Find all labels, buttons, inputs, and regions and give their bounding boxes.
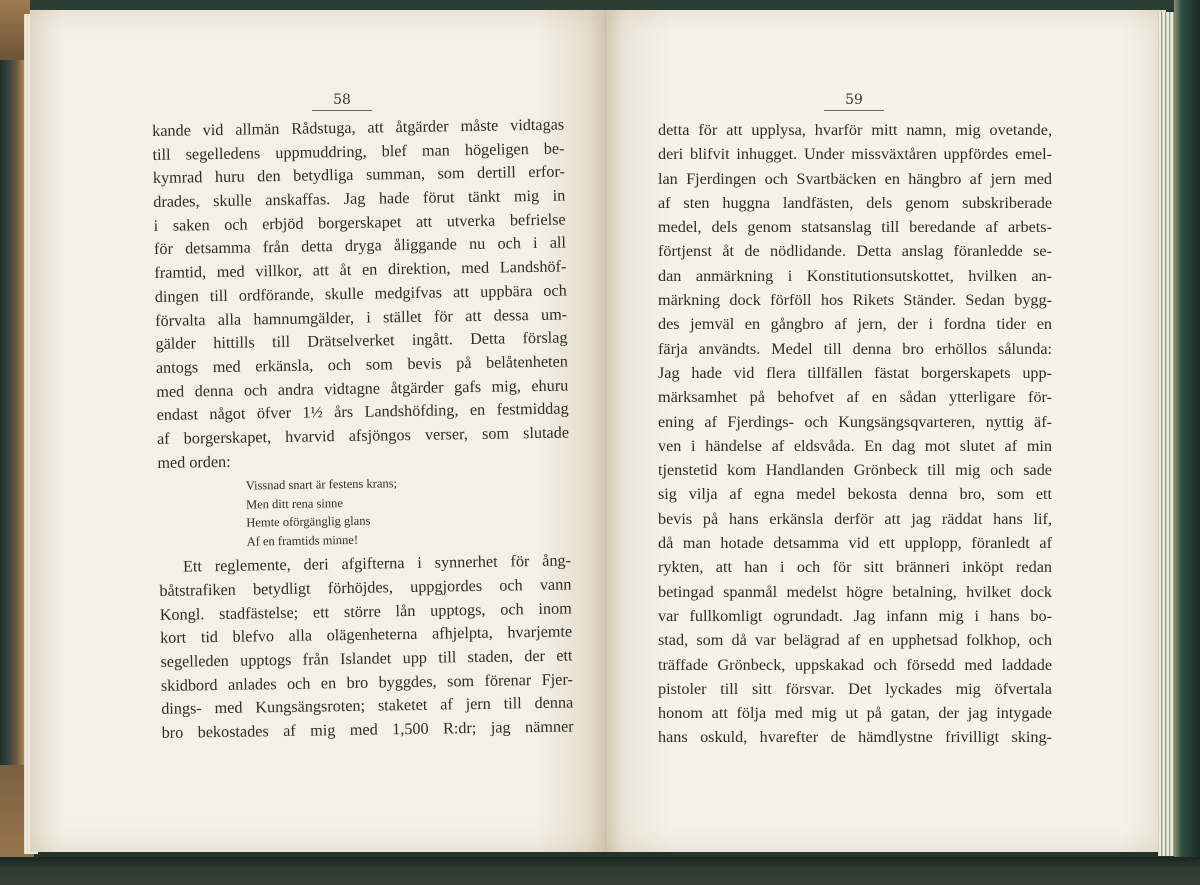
text-line: dan anmärkning i Konstitutionsutskottet, hvilken an-	[658, 266, 1052, 285]
text-line: lan Fjerdingen och Svartbäcken en hängbro af jern med	[658, 169, 1052, 188]
text-line: färja användts. Medel till denna bro erhöllos sålunda:	[658, 339, 1052, 358]
text-line: ven i händelse af eldsvåda. En dag mot slutet af min	[658, 436, 1052, 455]
text-line: rykten, att han i och för sitt bränneri inköpt redan	[658, 558, 1052, 577]
paragraph	[658, 118, 1052, 750]
body-text	[152, 114, 574, 746]
text-line: för detsamma från detta dryga åliggande nu och i all	[153, 233, 567, 259]
verse-line: Hemte oförgänglig glans	[246, 513, 371, 530]
verse	[246, 472, 571, 551]
text-line: segelleden upptogs från Islandet upp till staden, der ett	[160, 646, 573, 671]
text-line: pistoler till sitt försvar. Det lyckades mig öfvertala	[658, 679, 1052, 698]
text-line: dings- med Kungsängsroten; staketet af jern till denna	[161, 693, 574, 719]
page-number: 58	[312, 92, 372, 111]
left-page	[30, 10, 606, 852]
text-line: kande vid allmän Rådstuga, att åtgärder måste vidtagas	[152, 115, 565, 140]
book-cover-top	[0, 0, 1200, 10]
text-line: hans oskuld, hvarefter de hämdlystne frivilligt sking-	[658, 728, 1052, 747]
text-line: skidbord anlades och en bro byggdes, som förenar Fjer-	[160, 670, 573, 695]
book-cover-right	[1174, 0, 1200, 885]
text-line: drades, skulle anskaffas. Jag hade förut tänkt mig in	[153, 186, 566, 212]
page-edges-right	[1158, 12, 1174, 856]
text-line: dingen till ordförande, skulle medgifvas att uppbära och	[154, 281, 567, 306]
text-line: medel, dels genom statsanslag till beredande af arbets-	[658, 218, 1052, 237]
text-line: förtjenst åt de nödlidande. Detta anslag föranledde se-	[658, 242, 1052, 261]
verse-line: Men ditt rena sinne	[245, 495, 344, 512]
text-line: kort tid blefvo alla olägenheterna afhjelpta, hvarjemte	[160, 622, 573, 648]
text-line: antogs med erkänsla, och som bevis på belåtenheten	[155, 352, 568, 377]
paragraph	[152, 114, 570, 476]
text-line: betingad spanmål medelst högre betalning, hvilket dock	[658, 582, 1052, 601]
text-line: då man hotade detsamma vid ett upplopp, föranledt af	[658, 534, 1052, 553]
paragraph	[159, 550, 574, 746]
text-line: sig vilja af egna medel bekosta denna bro, som ett	[658, 485, 1052, 504]
text-line: af borgerskapet, hvarvid afsjöngos verser, som slutade	[156, 423, 570, 448]
text-line: med denna och andra vidtagne åtgärder gafs mig, ehuru	[156, 376, 569, 401]
text-line: kymrad huru den betydliga summan, som dertill erfor-	[152, 162, 566, 188]
page-number: 59	[824, 92, 884, 111]
text-line: Ett reglemente, deri afgifterna i synnerhet för ång-	[182, 551, 572, 576]
text-line: tjenstetid kom Handlanden Grönbeck till mig och sade	[658, 461, 1052, 480]
text-line: förvalta alla hamnumgälder, i stället för att dessa um-	[155, 305, 568, 330]
verse-line: Af en framtids minne!	[246, 532, 359, 549]
text-line: bevis på hans erkänsla derför att jag räddat hans lif,	[658, 509, 1052, 528]
text-line: träffade Grönbeck, uppskakad och försedd med laddade	[658, 655, 1052, 674]
text-line: ening af Fjerdings- och Kungsängsqvarteren, nyttig äf-	[658, 412, 1052, 431]
text-line: af sten huggna landfästen, dels genom subskriberade	[658, 193, 1052, 212]
text-line: med orden:	[157, 452, 231, 472]
text-line: var fullkomligt ogrundadt. Jag infann mig i hans bo-	[658, 606, 1052, 625]
text-line: märkning dock förföll hos Rikets Ständer. Sedan bygg-	[658, 291, 1052, 310]
text-line: märksamhet på behofvet af en sådan ytterligare för-	[658, 388, 1052, 407]
text-line: detta för att upplysa, hvarför mitt namn, mig ovetande,	[658, 121, 1052, 139]
text-line: honom att följa med mig ut på gatan, der jag intygade	[658, 704, 1052, 723]
text-line: bro bekostades af mig med 1,500 R:dr; jag nämner	[161, 717, 574, 743]
text-line: Jag hade vid flera tillfällen fästat borgerskapets upp-	[658, 363, 1052, 382]
text-line: framtid, med villkor, att åt en direktion, med Landshöf-	[154, 257, 567, 283]
text-line: des jemväl en gångbro af jern, der i fordna tider en	[658, 315, 1052, 334]
text-line: deri blifvit inhugget. Under missväxtåren uppfördes emel-	[658, 145, 1052, 164]
text-line: stad, som då var belägrad af en upphetsad folkhop, och	[658, 631, 1052, 650]
text-line: Kongl. stadfästelse; ett större lån upptogs, och inom	[159, 599, 572, 624]
verse-line: Vissnad snart är festens krans;	[245, 476, 398, 493]
text-line: båtstrafiken betydligt förhöjdes, uppgjordes och vann	[159, 575, 572, 600]
book-cover-bottom	[0, 857, 1200, 885]
text-line: till segelledens uppmuddring, blef man högeligen be-	[152, 139, 565, 164]
body-text	[658, 118, 1052, 750]
text-line: i saken och erbjöd borgerskapet att utverka befrielse	[153, 210, 566, 235]
right-page	[606, 10, 1166, 852]
text-line: endast något öfver 1½ års Landshöfding, en festmiddag	[156, 399, 569, 425]
book-cover-left	[0, 0, 24, 885]
text-line: gälder hittills till Drätselverket ingått. Detta förslag	[155, 328, 568, 354]
